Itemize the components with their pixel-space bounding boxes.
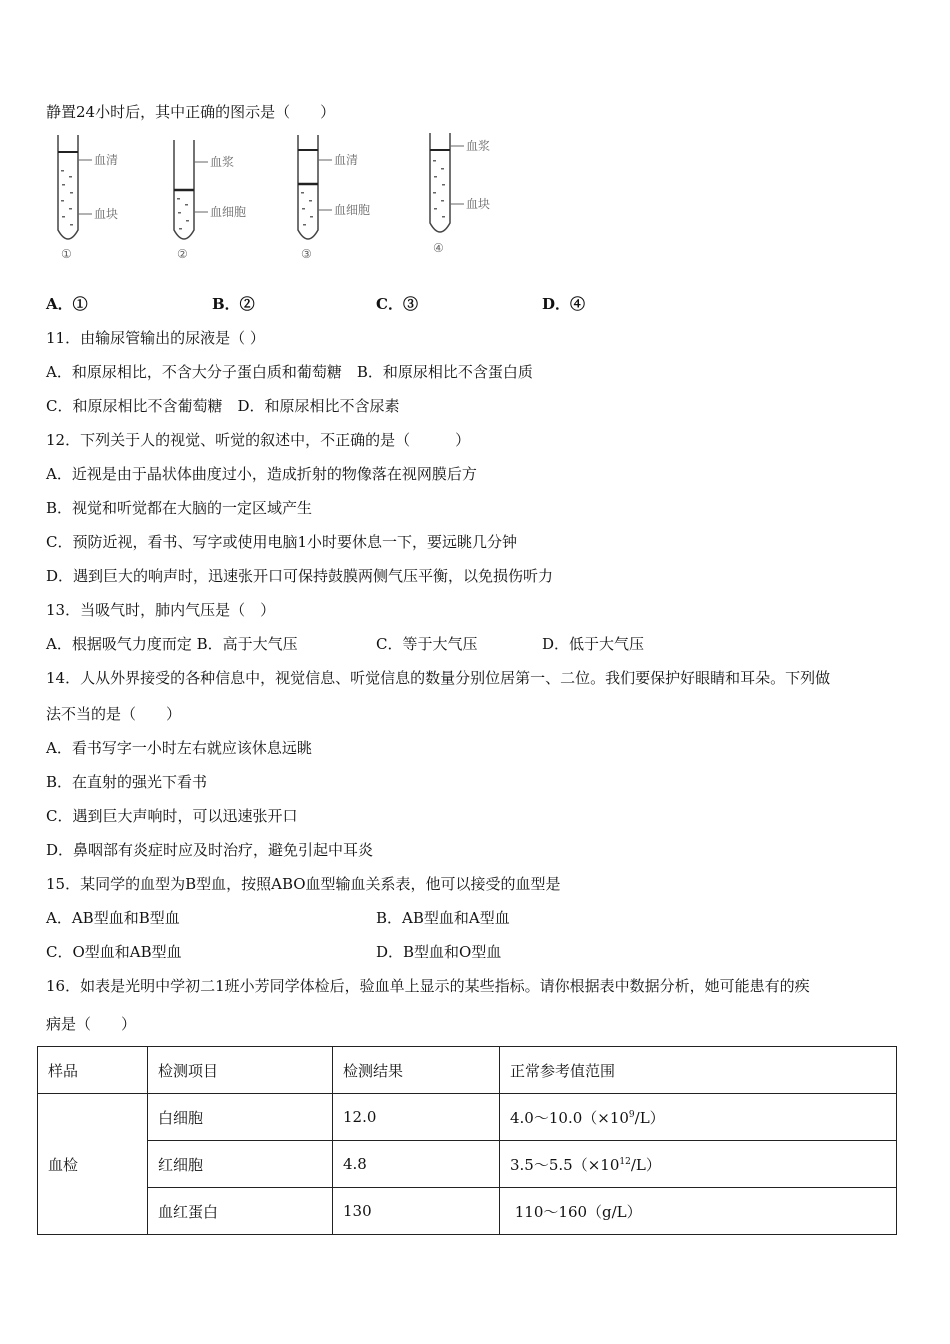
item-cell: 血红蛋白	[148, 1188, 333, 1235]
q14-option-b: B．在直射的强光下看书	[46, 773, 208, 791]
range-cell: 110～160（g/L）	[500, 1188, 897, 1235]
test-tube-4-icon	[428, 128, 523, 260]
q10-option-a: A．①	[46, 295, 88, 313]
q12-option-a: A．近视是由于晶状体曲度过小，造成折射的物像落在视网膜后方	[46, 465, 477, 483]
tube-2-bottom-label: 血细胞	[210, 205, 247, 219]
tube-2-number: ②	[177, 247, 188, 261]
table-row	[38, 1094, 897, 1141]
tube-1-bottom-label: 血块	[94, 207, 119, 221]
blood-test-table	[37, 1046, 897, 1235]
table-header-cell: 检测结果	[333, 1047, 500, 1094]
q14-option-a: A．看书写字一小时左右就应该休息远眺	[46, 739, 312, 757]
q15-option-d: D．B型血和O型血	[376, 943, 502, 961]
tube-4-top-label: 血浆	[466, 139, 491, 153]
q12-stem: 12．下列关于人的视觉、听觉的叙述中，不正确的是（ ）	[46, 431, 471, 449]
q13-option-c: C．等于大气压	[376, 635, 478, 653]
result-cell: 12.0	[333, 1094, 500, 1141]
item-cell: 白细胞	[148, 1094, 333, 1141]
table-header-cell: 检测项目	[148, 1047, 333, 1094]
range-cell: $3.5\sim 5.5(\times 10^{12}/L)$	[500, 1141, 897, 1188]
q12-option-c: C．预防近视，看书、写字或使用电脑1小时要休息一下，要远眺几分钟	[46, 533, 518, 551]
test-tube-1-icon	[50, 130, 140, 262]
q14-option-d: D．鼻咽部有炎症时应及时治疗，避免引起中耳炎	[46, 841, 374, 859]
table-header-row	[38, 1047, 897, 1094]
result-cell: 130	[333, 1188, 500, 1235]
q15-option-b: B．AB型血和A型血	[376, 909, 510, 927]
tube-2-top-label: 血浆	[210, 155, 235, 169]
tube-3-number: ③	[301, 247, 312, 261]
tube-1-number: ①	[61, 247, 72, 261]
q11-stem: 11．由输尿管输出的尿液是（ ）	[46, 329, 265, 347]
q10-option-d: D．④	[542, 295, 586, 313]
q14-stem-line1: 14．人从外界接受的各种信息中，视觉信息、听觉信息的数量分别位居第一、二位。我们要保护好眼睛和耳朵。下列做	[46, 669, 831, 687]
q12-option-d: D．遇到巨大的响声时，迅速张开口可保持鼓膜两侧气压平衡，以免损伤听力	[46, 567, 554, 585]
q13-option-d: D．低于大气压	[542, 635, 645, 653]
q15-option-c: C．O型血和AB型血	[46, 943, 182, 961]
q12-option-b: B．视觉和听觉都在大脑的一定区域产生	[46, 499, 313, 517]
q14-stem-line2: 法不当的是（ ）	[46, 705, 182, 723]
q15-stem: 15．某同学的血型为B型血，按照ABO血型输血关系表，他可以接受的血型是	[46, 875, 561, 893]
tube-3-bottom-label: 血细胞	[334, 203, 371, 217]
q10-option-c: C．③	[376, 295, 418, 313]
q10-option-b: B．②	[212, 295, 255, 313]
q16-stem-line2: 病是（ ）	[46, 1015, 137, 1033]
q14-option-c: C．遇到巨大声响时，可以迅速张开口	[46, 807, 298, 825]
q11-options-line2: C．和原尿相比不含葡萄糖 D．和原尿相比不含尿素	[46, 397, 400, 415]
table-header-cell: 正常参考值范围	[500, 1047, 897, 1094]
q15-option-a: A．AB型血和B型血	[46, 909, 180, 927]
tube-4-bottom-label: 血块	[466, 197, 491, 211]
item-cell: 红细胞	[148, 1141, 333, 1188]
intro-text: 静置24小时后，其中正确的图示是（ ）	[46, 103, 336, 121]
tube-3-top-label: 血清	[334, 153, 359, 167]
table-header-cell: 样品	[38, 1047, 148, 1094]
tube-4-number: ④	[433, 241, 444, 255]
result-cell: 4.8	[333, 1141, 500, 1188]
sample-cell: 血检	[38, 1094, 148, 1235]
test-tube-2-icon	[172, 130, 262, 262]
tube-1-top-label: 血清	[94, 153, 119, 167]
q13-option-ab: A．根据吸气力度而定 B．高于大气压	[46, 635, 298, 653]
range-cell: $4.0\sim 10.0(\times 10^9/L)$	[500, 1094, 897, 1141]
test-tube-3-icon	[296, 130, 391, 262]
q11-options-line1: A．和原尿相比，不含大分子蛋白质和葡萄糖 B．和原尿相比不含蛋白质	[46, 363, 533, 381]
table-row	[38, 1141, 897, 1188]
q13-stem: 13．当吸气时，肺内气压是（ ）	[46, 601, 276, 619]
q16-stem-line1: 16．如表是光明中学初二1班小芳同学体检后，验血单上显示的某些指标。请你根据表中数据分析，她可能患有的疾	[46, 977, 810, 995]
table-row	[38, 1188, 897, 1235]
